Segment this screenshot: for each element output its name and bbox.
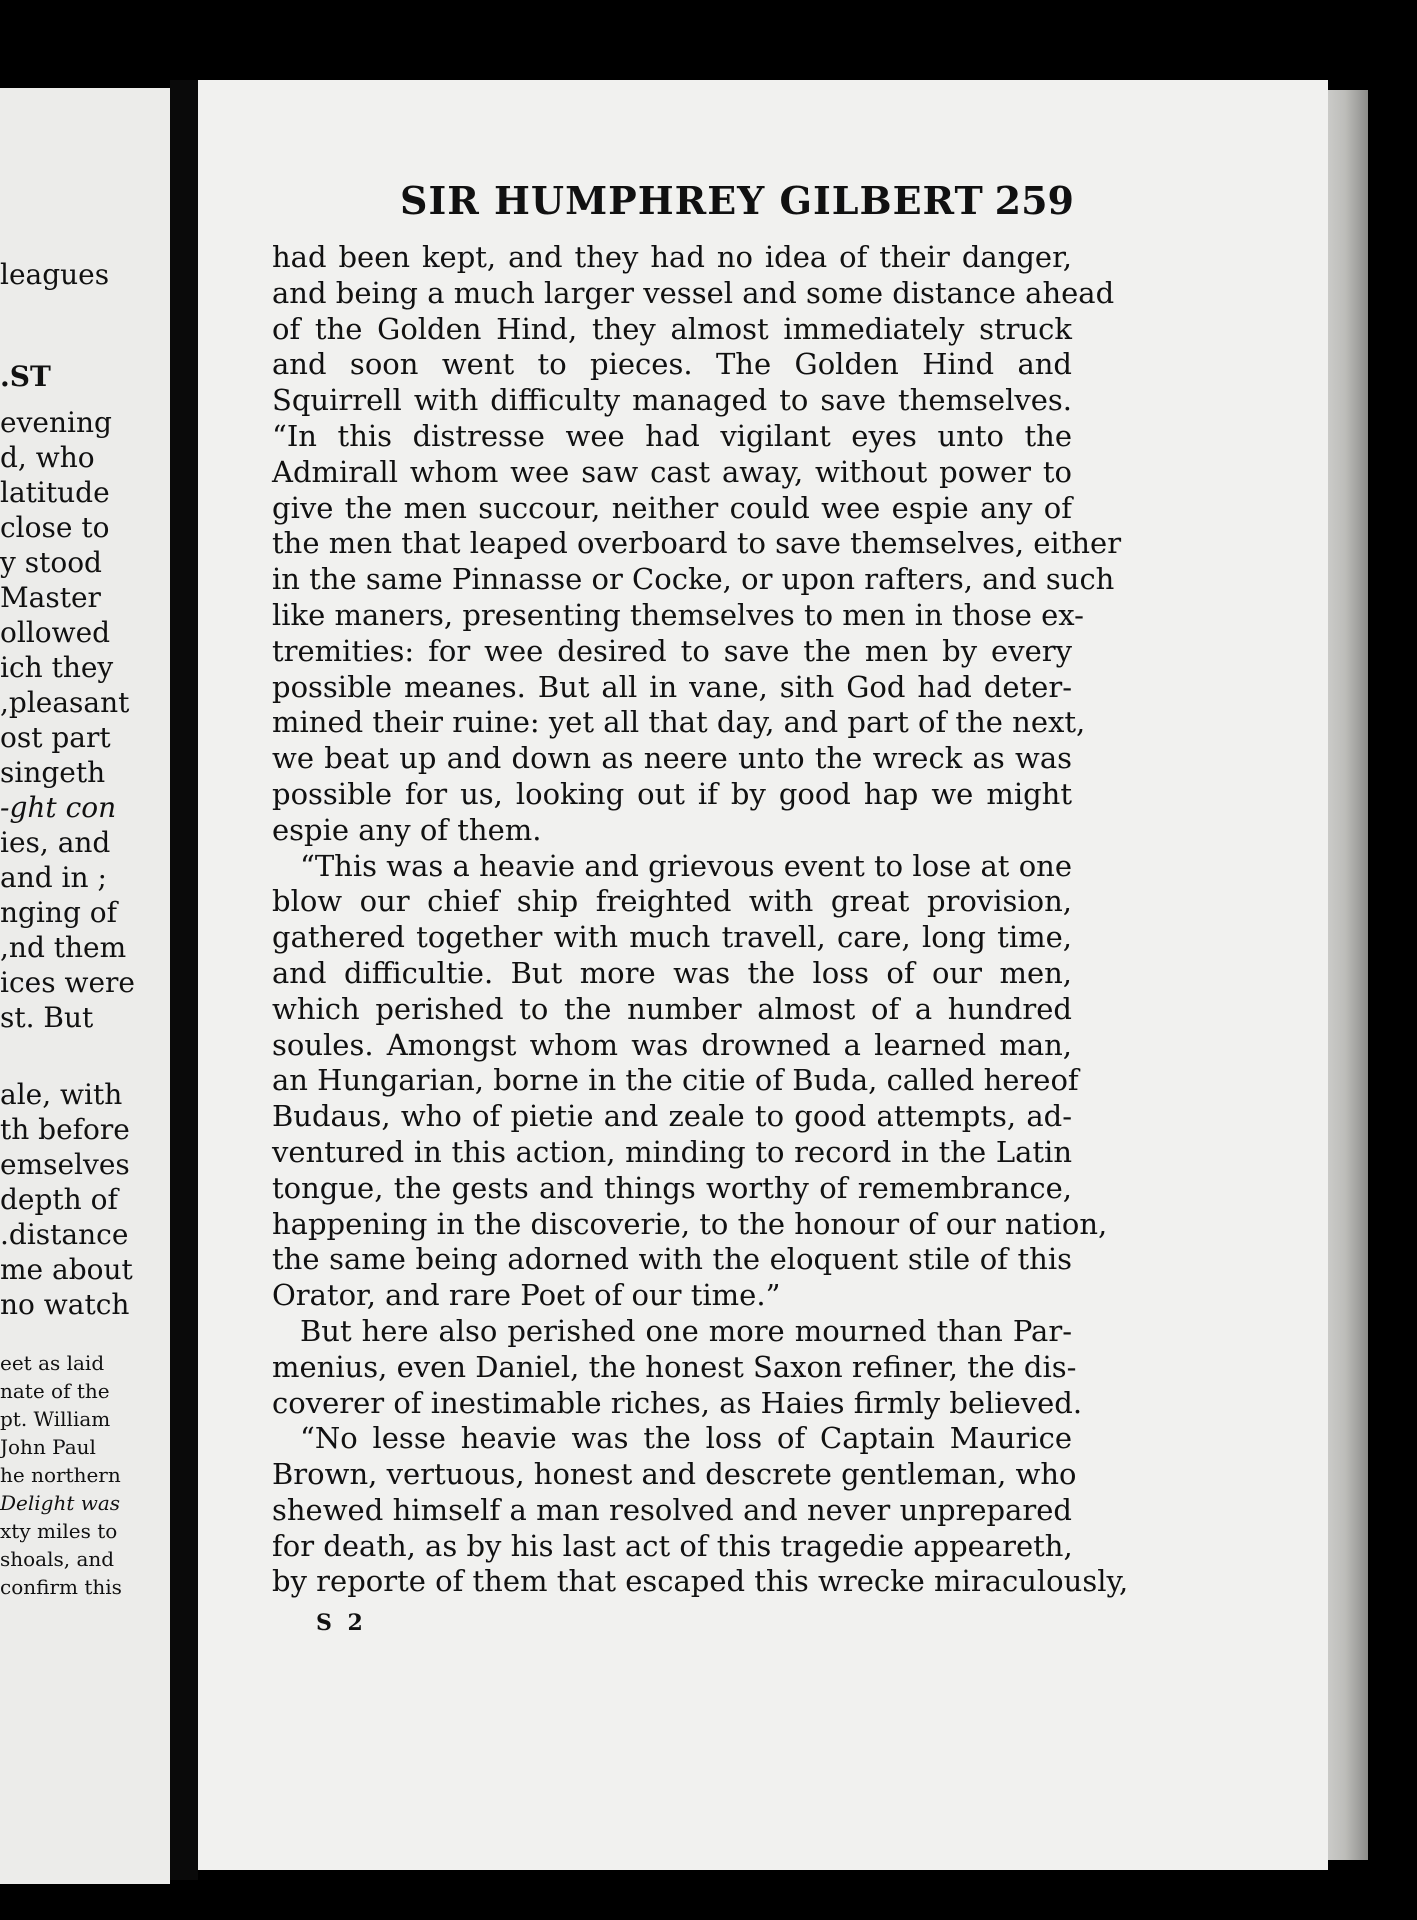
left-page-line: distance. bbox=[0, 1218, 129, 1251]
text-line: tongue, the gests and things worthy of remembrance, bbox=[272, 1170, 1072, 1205]
text-line: we beat up and down as neere unto the wreck as was bbox=[272, 741, 1072, 776]
text-line: and difficultie. But more was the loss of our men, bbox=[272, 955, 1072, 990]
left-footnote-line: pt. William bbox=[0, 1407, 111, 1431]
left-page-line: Master bbox=[0, 581, 101, 614]
left-page-line: leagues bbox=[0, 258, 110, 291]
left-footnote-line: nate of the bbox=[0, 1379, 110, 1403]
body-text bbox=[272, 240, 1129, 1600]
text-line: and soon went to pieces. The Golden Hind and bbox=[272, 347, 1072, 382]
text-line: possible meanes. But all in vane, sith God had deter- bbox=[272, 669, 1072, 704]
text-line: gathered together with much travell, care, long time, bbox=[272, 920, 1072, 955]
page-number: 259 bbox=[994, 178, 1074, 223]
text-line: But here also perished one more mourned than Par- bbox=[300, 1313, 1072, 1348]
left-footnote-line: eet as laid bbox=[0, 1351, 105, 1375]
text-line: by reporte of them that escaped this wrecke miraculously, bbox=[272, 1564, 1129, 1599]
text-line: possible for us, looking out if by good hap we might bbox=[272, 776, 1072, 811]
text-line: Admirall whom wee saw cast away, without power to bbox=[272, 454, 1072, 489]
left-page-line: close to bbox=[0, 511, 110, 544]
text-line: happening in the discoverie, to the honour of our nation, bbox=[272, 1206, 1108, 1241]
left-page-line: latitude bbox=[0, 476, 110, 509]
text-line: Squirrell with difficulty managed to save themselves. bbox=[272, 383, 1072, 418]
left-page-line: depth of bbox=[0, 1183, 118, 1216]
left-page-line: ollowed bbox=[0, 616, 111, 649]
left-page-line: no watch bbox=[0, 1288, 130, 1321]
left-page-line: emselves bbox=[0, 1148, 130, 1181]
text-line: an Hungarian, borne in the citie of Buda, called hereof bbox=[272, 1063, 1079, 1098]
page-header bbox=[400, 178, 1080, 224]
text-line: menius, even Daniel, the honest Saxon refiner, the dis- bbox=[272, 1349, 1077, 1384]
text-line: had been kept, and they had no idea of their danger, bbox=[272, 240, 1072, 274]
left-page-fragment bbox=[0, 88, 170, 1884]
text-line: soules. Amongst whom was drowned a learned man, bbox=[272, 1027, 1072, 1062]
left-page-line: ich they bbox=[0, 651, 114, 684]
text-line: “No lesse heavie was the loss of Captain Maurice bbox=[300, 1421, 1072, 1456]
left-footnote-line: xty miles to bbox=[0, 1519, 118, 1543]
text-line: shewed himself a man resolved and never unprepared bbox=[272, 1492, 1072, 1527]
left-page-line: ght con- bbox=[0, 791, 117, 824]
left-page-line: ost part bbox=[0, 721, 111, 754]
signature-mark: S 2 bbox=[316, 1610, 367, 1636]
text-line: the same being adorned with the eloquent stile of this bbox=[272, 1242, 1072, 1277]
left-footnote-line: confirm this bbox=[0, 1575, 122, 1599]
text-line: Orator, and rare Poet of our time.” bbox=[272, 1278, 781, 1313]
left-footnote-line: Delight was bbox=[0, 1491, 121, 1515]
left-page-line: d, who bbox=[0, 441, 95, 474]
left-footnote-line: he northern bbox=[0, 1463, 121, 1487]
text-line: give the men succour, neither could wee espie any of bbox=[272, 490, 1072, 525]
text-line: “In this distresse wee had vigilant eyes unto the bbox=[272, 418, 1072, 453]
left-page-line: nd them, bbox=[0, 931, 127, 964]
left-page-line: singeth bbox=[0, 756, 106, 789]
text-line: coverer of inestimable riches, as Haies firmly believed. bbox=[272, 1385, 1083, 1420]
text-line: which perished to the number almost of a hundred bbox=[272, 991, 1072, 1026]
left-footnote-line: shoals, and bbox=[0, 1547, 115, 1571]
running-title: SIR HUMPHREY GILBERT bbox=[400, 178, 984, 223]
text-line: in the same Pinnasse or Cocke, or upon rafters, and such bbox=[272, 562, 1115, 597]
left-page-line: ; and in bbox=[0, 861, 107, 894]
left-page-line: st. But bbox=[0, 1001, 94, 1034]
text-line: and being a much larger vessel and some distance ahead bbox=[272, 275, 1115, 310]
text-line: espie any of them. bbox=[272, 812, 542, 847]
text-line: Budaus, who of pietie and zeale to good attempts, ad- bbox=[272, 1099, 1072, 1134]
left-page-line: th before bbox=[0, 1113, 130, 1146]
text-line: of the Golden Hind, they almost immediately struck bbox=[272, 311, 1072, 346]
text-line: blow our chief ship freighted with great provision, bbox=[272, 884, 1072, 919]
left-page-line: me about bbox=[0, 1253, 133, 1286]
left-page-line: evening bbox=[0, 406, 112, 439]
left-page-line: ale, with bbox=[0, 1078, 123, 1111]
text-line: tremities: for wee desired to save the men by every bbox=[272, 633, 1072, 668]
text-line: like maners, presenting themselves to men in those ex- bbox=[272, 597, 1084, 632]
left-page-line: nging of bbox=[0, 896, 117, 929]
left-page-line: y stood bbox=[0, 546, 102, 579]
text-line: ventured in this action, minding to record in the Latin bbox=[272, 1134, 1072, 1169]
text-line: the men that leaped overboard to save themselves, either bbox=[272, 526, 1122, 561]
text-line: mined their ruine: yet all that day, and part of the next, bbox=[272, 705, 1086, 740]
left-footnote-line: John Paul bbox=[0, 1435, 96, 1459]
left-page-line: pleasant, bbox=[0, 686, 130, 719]
left-page-line: ices were bbox=[0, 966, 135, 999]
left-page-line: ies, and bbox=[0, 826, 111, 859]
text-line: Brown, vertuous, honest and descrete gentleman, who bbox=[272, 1457, 1077, 1492]
text-line: for death, as by his last act of this tragedie appeareth, bbox=[272, 1528, 1073, 1563]
book-gutter bbox=[170, 80, 198, 1880]
left-page-line: ST. bbox=[0, 360, 51, 393]
text-line: “This was a heavie and grievous event to lose at one bbox=[300, 848, 1072, 883]
